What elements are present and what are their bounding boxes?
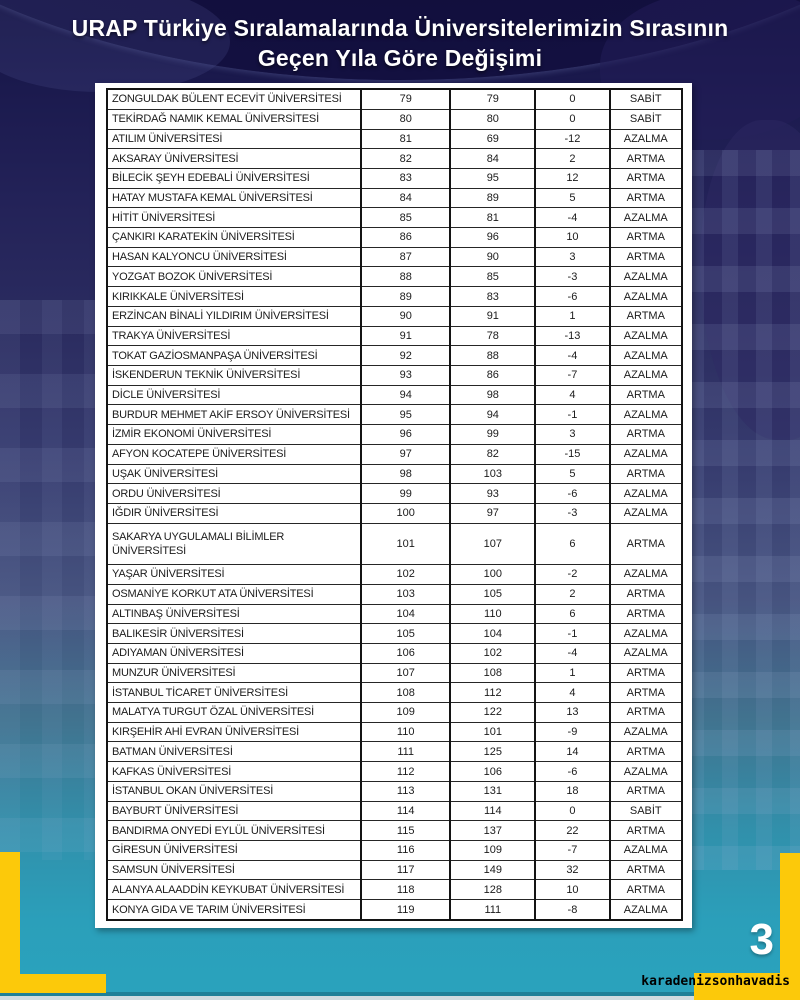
previous-rank-cell: 131 bbox=[450, 781, 535, 801]
previous-rank-cell: 79 bbox=[450, 89, 535, 109]
table-row bbox=[107, 444, 682, 464]
status-cell: ARTMA bbox=[610, 306, 682, 326]
status-cell: ARTMA bbox=[610, 228, 682, 248]
previous-rank-cell: 106 bbox=[450, 762, 535, 782]
status-cell: SABİT bbox=[610, 109, 682, 129]
change-cell: 6 bbox=[535, 604, 609, 624]
previous-rank-cell: 84 bbox=[450, 149, 535, 169]
current-rank-cell: 105 bbox=[361, 624, 450, 644]
change-cell: -7 bbox=[535, 366, 609, 386]
change-cell: -6 bbox=[535, 484, 609, 504]
current-rank-cell: 104 bbox=[361, 604, 450, 624]
previous-rank-cell: 69 bbox=[450, 129, 535, 149]
university-name-cell: AFYON KOCATEPE ÜNİVERSİTESİ bbox=[107, 444, 361, 464]
status-cell: ARTMA bbox=[610, 168, 682, 188]
table-row bbox=[107, 208, 682, 228]
change-cell: 5 bbox=[535, 464, 609, 484]
university-name-cell: ALANYA ALAADDİN KEYKUBAT ÜNİVERSİTESİ bbox=[107, 880, 361, 900]
status-cell: AZALMA bbox=[610, 900, 682, 920]
table-row bbox=[107, 149, 682, 169]
current-rank-cell: 116 bbox=[361, 840, 450, 860]
current-rank-cell: 86 bbox=[361, 228, 450, 248]
table-row bbox=[107, 624, 682, 644]
previous-rank-cell: 100 bbox=[450, 565, 535, 585]
university-name-cell: TRAKYA ÜNİVERSİTESİ bbox=[107, 326, 361, 346]
previous-rank-cell: 97 bbox=[450, 503, 535, 523]
status-cell: AZALMA bbox=[610, 643, 682, 663]
table-row bbox=[107, 306, 682, 326]
table-row bbox=[107, 366, 682, 386]
change-cell: -1 bbox=[535, 405, 609, 425]
previous-rank-cell: 109 bbox=[450, 840, 535, 860]
change-cell: 5 bbox=[535, 188, 609, 208]
current-rank-cell: 117 bbox=[361, 860, 450, 880]
status-cell: ARTMA bbox=[610, 663, 682, 683]
table-row bbox=[107, 523, 682, 565]
current-rank-cell: 96 bbox=[361, 425, 450, 445]
change-cell: -2 bbox=[535, 565, 609, 585]
table-row bbox=[107, 188, 682, 208]
university-name-cell: İSTANBUL TİCARET ÜNİVERSİTESİ bbox=[107, 683, 361, 703]
change-cell: 10 bbox=[535, 880, 609, 900]
current-rank-cell: 115 bbox=[361, 821, 450, 841]
current-rank-cell: 80 bbox=[361, 109, 450, 129]
current-rank-cell: 98 bbox=[361, 464, 450, 484]
status-cell: ARTMA bbox=[610, 880, 682, 900]
change-cell: 4 bbox=[535, 683, 609, 703]
status-cell: ARTMA bbox=[610, 247, 682, 267]
university-name-cell: HİTİT ÜNİVERSİTESİ bbox=[107, 208, 361, 228]
table-row bbox=[107, 900, 682, 920]
current-rank-cell: 102 bbox=[361, 565, 450, 585]
current-rank-cell: 89 bbox=[361, 287, 450, 307]
university-name-cell: KIRIKKALE ÜNİVERSİTESİ bbox=[107, 287, 361, 307]
current-rank-cell: 79 bbox=[361, 89, 450, 109]
status-cell: AZALMA bbox=[610, 326, 682, 346]
change-cell: 14 bbox=[535, 742, 609, 762]
university-name-cell: ADIYAMAN ÜNİVERSİTESİ bbox=[107, 643, 361, 663]
status-cell: ARTMA bbox=[610, 584, 682, 604]
ranking-table bbox=[106, 88, 683, 921]
university-name-cell: TEKİRDAĞ NAMIK KEMAL ÜNİVERSİTESİ bbox=[107, 109, 361, 129]
bottom-edge-line bbox=[0, 996, 800, 1000]
table-row bbox=[107, 503, 682, 523]
status-cell: ARTMA bbox=[610, 464, 682, 484]
current-rank-cell: 111 bbox=[361, 742, 450, 762]
university-name-cell: YOZGAT BOZOK ÜNİVERSİTESİ bbox=[107, 267, 361, 287]
status-cell: AZALMA bbox=[610, 565, 682, 585]
page-title-line2: Geçen Yıla Göre Değişimi bbox=[257, 45, 543, 72]
table-row bbox=[107, 880, 682, 900]
previous-rank-cell: 89 bbox=[450, 188, 535, 208]
previous-rank-cell: 96 bbox=[450, 228, 535, 248]
table-row bbox=[107, 168, 682, 188]
previous-rank-cell: 108 bbox=[450, 663, 535, 683]
previous-rank-cell: 101 bbox=[450, 722, 535, 742]
current-rank-cell: 81 bbox=[361, 129, 450, 149]
university-name-cell: KONYA GIDA VE TARIM ÜNİVERSİTESİ bbox=[107, 900, 361, 920]
current-rank-cell: 103 bbox=[361, 584, 450, 604]
status-cell: ARTMA bbox=[610, 860, 682, 880]
table-row bbox=[107, 722, 682, 742]
change-cell: -8 bbox=[535, 900, 609, 920]
university-name-cell: İSKENDERUN TEKNİK ÜNİVERSİTESİ bbox=[107, 366, 361, 386]
table-row bbox=[107, 385, 682, 405]
university-name-cell: KIRŞEHİR AHİ EVRAN ÜNİVERSİTESİ bbox=[107, 722, 361, 742]
current-rank-cell: 83 bbox=[361, 168, 450, 188]
status-cell: AZALMA bbox=[610, 287, 682, 307]
university-name-cell: IĞDIR ÜNİVERSİTESİ bbox=[107, 503, 361, 523]
current-rank-cell: 110 bbox=[361, 722, 450, 742]
status-cell: SABİT bbox=[610, 801, 682, 821]
change-cell: 2 bbox=[535, 584, 609, 604]
previous-rank-cell: 102 bbox=[450, 643, 535, 663]
university-name-cell: BAYBURT ÜNİVERSİTESİ bbox=[107, 801, 361, 821]
change-cell: 1 bbox=[535, 663, 609, 683]
change-cell: -4 bbox=[535, 208, 609, 228]
university-name-cell: ÇANKIRI KARATEKİN ÜNİVERSİTESİ bbox=[107, 228, 361, 248]
previous-rank-cell: 81 bbox=[450, 208, 535, 228]
previous-rank-cell: 107 bbox=[450, 523, 535, 565]
current-rank-cell: 99 bbox=[361, 484, 450, 504]
page-title-line1: URAP Türkiye Sıralamalarında Üniversitelerimizin Sırasının bbox=[71, 15, 729, 41]
page-number: 3 bbox=[749, 915, 774, 964]
university-name-cell: GİRESUN ÜNİVERSİTESİ bbox=[107, 840, 361, 860]
yellow-corner-accent-left bbox=[0, 852, 20, 993]
change-cell: -3 bbox=[535, 503, 609, 523]
university-name-cell: KAFKAS ÜNİVERSİTESİ bbox=[107, 762, 361, 782]
previous-rank-cell: 125 bbox=[450, 742, 535, 762]
status-cell: ARTMA bbox=[610, 604, 682, 624]
university-name-cell: ALTINBAŞ ÜNİVERSİTESİ bbox=[107, 604, 361, 624]
university-name-cell: BURDUR MEHMET AKİF ERSOY ÜNİVERSİTESİ bbox=[107, 405, 361, 425]
current-rank-cell: 85 bbox=[361, 208, 450, 228]
status-cell: AZALMA bbox=[610, 208, 682, 228]
current-rank-cell: 107 bbox=[361, 663, 450, 683]
table-row bbox=[107, 228, 682, 248]
table-row bbox=[107, 484, 682, 504]
university-name-cell: BİLECİK ŞEYH EDEBALİ ÜNİVERSİTESİ bbox=[107, 168, 361, 188]
university-name-cell: MALATYA TURGUT ÖZAL ÜNİVERSİTESİ bbox=[107, 703, 361, 723]
previous-rank-cell: 104 bbox=[450, 624, 535, 644]
status-cell: AZALMA bbox=[610, 840, 682, 860]
status-cell: AZALMA bbox=[610, 129, 682, 149]
change-cell: 2 bbox=[535, 149, 609, 169]
status-cell: ARTMA bbox=[610, 781, 682, 801]
table-row bbox=[107, 683, 682, 703]
current-rank-cell: 82 bbox=[361, 149, 450, 169]
current-rank-cell: 95 bbox=[361, 405, 450, 425]
page-title bbox=[0, 13, 800, 74]
status-cell: AZALMA bbox=[610, 405, 682, 425]
current-rank-cell: 90 bbox=[361, 306, 450, 326]
university-name-cell: BALIKESİR ÜNİVERSİTESİ bbox=[107, 624, 361, 644]
previous-rank-cell: 122 bbox=[450, 703, 535, 723]
previous-rank-cell: 90 bbox=[450, 247, 535, 267]
background-building-photo bbox=[0, 300, 96, 860]
current-rank-cell: 113 bbox=[361, 781, 450, 801]
previous-rank-cell: 137 bbox=[450, 821, 535, 841]
status-cell: ARTMA bbox=[610, 188, 682, 208]
previous-rank-cell: 80 bbox=[450, 109, 535, 129]
previous-rank-cell: 111 bbox=[450, 900, 535, 920]
university-name-cell: BATMAN ÜNİVERSİTESİ bbox=[107, 742, 361, 762]
previous-rank-cell: 114 bbox=[450, 801, 535, 821]
change-cell: 13 bbox=[535, 703, 609, 723]
current-rank-cell: 100 bbox=[361, 503, 450, 523]
yellow-corner-accent-left bbox=[0, 974, 106, 993]
current-rank-cell: 87 bbox=[361, 247, 450, 267]
university-name-cell: UŞAK ÜNİVERSİTESİ bbox=[107, 464, 361, 484]
university-name-cell: MUNZUR ÜNİVERSİTESİ bbox=[107, 663, 361, 683]
change-cell: -13 bbox=[535, 326, 609, 346]
status-cell: AZALMA bbox=[610, 722, 682, 742]
status-cell: ARTMA bbox=[610, 703, 682, 723]
status-cell: AZALMA bbox=[610, 267, 682, 287]
change-cell: -4 bbox=[535, 346, 609, 366]
change-cell: 3 bbox=[535, 425, 609, 445]
change-cell: 22 bbox=[535, 821, 609, 841]
table-row bbox=[107, 860, 682, 880]
table-row bbox=[107, 464, 682, 484]
previous-rank-cell: 95 bbox=[450, 168, 535, 188]
previous-rank-cell: 149 bbox=[450, 860, 535, 880]
previous-rank-cell: 110 bbox=[450, 604, 535, 624]
ranking-table-body bbox=[107, 89, 682, 920]
current-rank-cell: 101 bbox=[361, 523, 450, 565]
status-cell: AZALMA bbox=[610, 624, 682, 644]
change-cell: -12 bbox=[535, 129, 609, 149]
current-rank-cell: 94 bbox=[361, 385, 450, 405]
change-cell: -15 bbox=[535, 444, 609, 464]
table-row bbox=[107, 663, 682, 683]
current-rank-cell: 84 bbox=[361, 188, 450, 208]
change-cell: 1 bbox=[535, 306, 609, 326]
ranking-table-panel bbox=[95, 83, 692, 928]
status-cell: ARTMA bbox=[610, 821, 682, 841]
change-cell: 0 bbox=[535, 801, 609, 821]
previous-rank-cell: 93 bbox=[450, 484, 535, 504]
change-cell: -1 bbox=[535, 624, 609, 644]
status-cell: AZALMA bbox=[610, 503, 682, 523]
university-name-cell: HASAN KALYONCU ÜNİVERSİTESİ bbox=[107, 247, 361, 267]
university-name-cell: SAMSUN ÜNİVERSİTESİ bbox=[107, 860, 361, 880]
previous-rank-cell: 86 bbox=[450, 366, 535, 386]
table-row bbox=[107, 346, 682, 366]
university-name-cell: TOKAT GAZİOSMANPAŞA ÜNİVERSİTESİ bbox=[107, 346, 361, 366]
change-cell: -6 bbox=[535, 762, 609, 782]
previous-rank-cell: 99 bbox=[450, 425, 535, 445]
change-cell: 32 bbox=[535, 860, 609, 880]
status-cell: ARTMA bbox=[610, 742, 682, 762]
table-row bbox=[107, 781, 682, 801]
change-cell: 6 bbox=[535, 523, 609, 565]
previous-rank-cell: 112 bbox=[450, 683, 535, 703]
change-cell: -9 bbox=[535, 722, 609, 742]
change-cell: 10 bbox=[535, 228, 609, 248]
current-rank-cell: 118 bbox=[361, 880, 450, 900]
status-cell: ARTMA bbox=[610, 425, 682, 445]
table-row bbox=[107, 801, 682, 821]
status-cell: ARTMA bbox=[610, 149, 682, 169]
change-cell: 3 bbox=[535, 247, 609, 267]
university-name-cell: OSMANİYE KORKUT ATA ÜNİVERSİTESİ bbox=[107, 584, 361, 604]
previous-rank-cell: 82 bbox=[450, 444, 535, 464]
current-rank-cell: 106 bbox=[361, 643, 450, 663]
previous-rank-cell: 78 bbox=[450, 326, 535, 346]
table-row bbox=[107, 821, 682, 841]
previous-rank-cell: 94 bbox=[450, 405, 535, 425]
university-name-cell: ATILIM ÜNİVERSİTESİ bbox=[107, 129, 361, 149]
background-building-photo bbox=[688, 150, 800, 870]
change-cell: 12 bbox=[535, 168, 609, 188]
table-row bbox=[107, 425, 682, 445]
table-row bbox=[107, 565, 682, 585]
current-rank-cell: 108 bbox=[361, 683, 450, 703]
table-row bbox=[107, 643, 682, 663]
change-cell: 18 bbox=[535, 781, 609, 801]
table-row bbox=[107, 247, 682, 267]
table-row bbox=[107, 267, 682, 287]
status-cell: AZALMA bbox=[610, 346, 682, 366]
previous-rank-cell: 88 bbox=[450, 346, 535, 366]
change-cell: -6 bbox=[535, 287, 609, 307]
status-cell: AZALMA bbox=[610, 444, 682, 464]
status-cell: AZALMA bbox=[610, 366, 682, 386]
current-rank-cell: 119 bbox=[361, 900, 450, 920]
table-row bbox=[107, 584, 682, 604]
current-rank-cell: 92 bbox=[361, 346, 450, 366]
current-rank-cell: 91 bbox=[361, 326, 450, 346]
current-rank-cell: 109 bbox=[361, 703, 450, 723]
previous-rank-cell: 103 bbox=[450, 464, 535, 484]
status-cell: AZALMA bbox=[610, 484, 682, 504]
previous-rank-cell: 83 bbox=[450, 287, 535, 307]
change-cell: 4 bbox=[535, 385, 609, 405]
table-row bbox=[107, 326, 682, 346]
table-row bbox=[107, 89, 682, 109]
university-name-cell: DİCLE ÜNİVERSİTESİ bbox=[107, 385, 361, 405]
current-rank-cell: 112 bbox=[361, 762, 450, 782]
university-name-cell: HATAY MUSTAFA KEMAL ÜNİVERSİTESİ bbox=[107, 188, 361, 208]
table-row bbox=[107, 762, 682, 782]
university-name-cell: ERZİNCAN BİNALİ YILDIRIM ÜNİVERSİTESİ bbox=[107, 306, 361, 326]
table-row bbox=[107, 129, 682, 149]
status-cell: ARTMA bbox=[610, 385, 682, 405]
previous-rank-cell: 91 bbox=[450, 306, 535, 326]
table-row bbox=[107, 604, 682, 624]
watermark-text: karadenizsonhavadis bbox=[641, 974, 790, 989]
change-cell: 0 bbox=[535, 89, 609, 109]
status-cell: ARTMA bbox=[610, 523, 682, 565]
status-cell: ARTMA bbox=[610, 683, 682, 703]
table-row bbox=[107, 742, 682, 762]
current-rank-cell: 93 bbox=[361, 366, 450, 386]
current-rank-cell: 97 bbox=[361, 444, 450, 464]
status-cell: AZALMA bbox=[610, 762, 682, 782]
table-row bbox=[107, 405, 682, 425]
table-row bbox=[107, 703, 682, 723]
change-cell: -3 bbox=[535, 267, 609, 287]
table-row bbox=[107, 287, 682, 307]
university-name-cell: AKSARAY ÜNİVERSİTESİ bbox=[107, 149, 361, 169]
previous-rank-cell: 105 bbox=[450, 584, 535, 604]
status-cell: SABİT bbox=[610, 89, 682, 109]
change-cell: 0 bbox=[535, 109, 609, 129]
university-name-cell: İSTANBUL OKAN ÜNİVERSİTESİ bbox=[107, 781, 361, 801]
table-row bbox=[107, 840, 682, 860]
previous-rank-cell: 85 bbox=[450, 267, 535, 287]
university-name-cell: BANDIRMA ONYEDİ EYLÜL ÜNİVERSİTESİ bbox=[107, 821, 361, 841]
university-name-cell: YAŞAR ÜNİVERSİTESİ bbox=[107, 565, 361, 585]
university-name-cell: ORDU ÜNİVERSİTESİ bbox=[107, 484, 361, 504]
previous-rank-cell: 98 bbox=[450, 385, 535, 405]
change-cell: -4 bbox=[535, 643, 609, 663]
current-rank-cell: 88 bbox=[361, 267, 450, 287]
current-rank-cell: 114 bbox=[361, 801, 450, 821]
university-name-cell: SAKARYA UYGULAMALI BİLİMLER ÜNİVERSİTESİ bbox=[107, 523, 361, 565]
table-row bbox=[107, 109, 682, 129]
previous-rank-cell: 128 bbox=[450, 880, 535, 900]
university-name-cell: İZMİR EKONOMİ ÜNİVERSİTESİ bbox=[107, 425, 361, 445]
change-cell: -7 bbox=[535, 840, 609, 860]
university-name-cell: ZONGULDAK BÜLENT ECEVİT ÜNİVERSİTESİ bbox=[107, 89, 361, 109]
